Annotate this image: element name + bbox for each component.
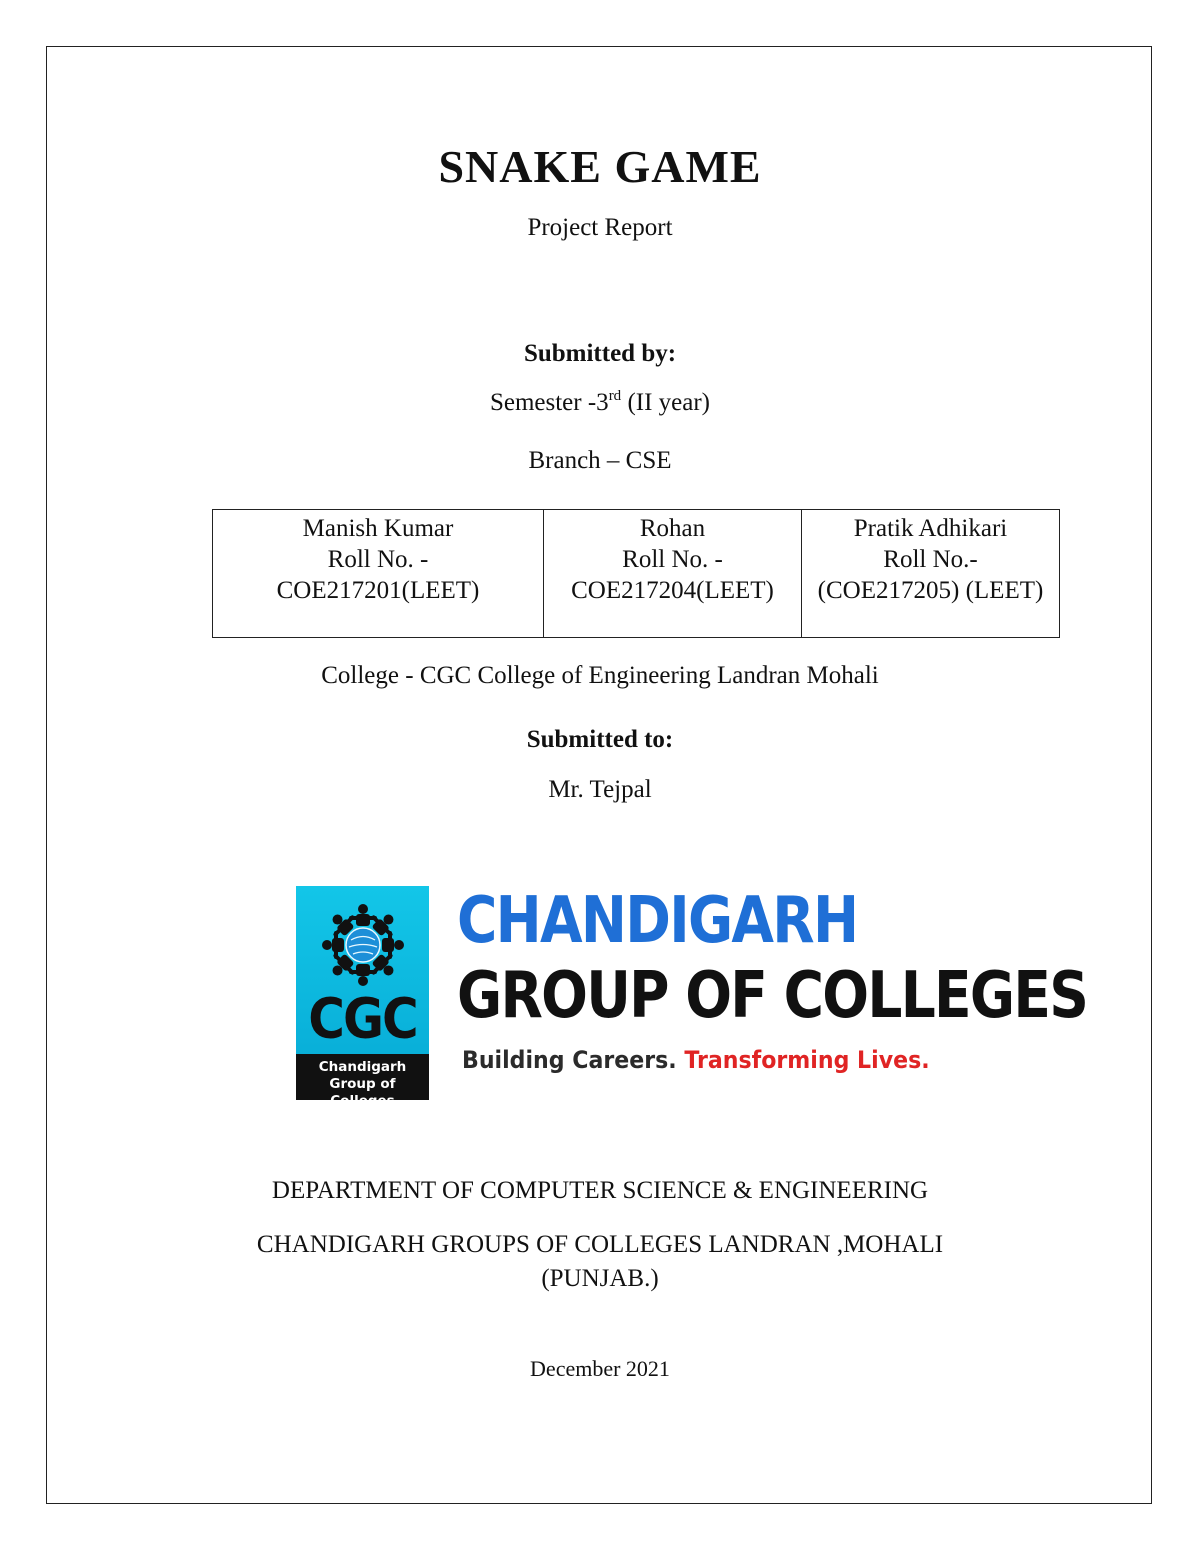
college-line: College - CGC College of Engineering Landran Mohali [321,662,879,689]
brand-wordmark-line-2: GROUP OF COLLEGES [457,959,1088,1033]
branch-line: Branch – CSE [528,447,672,474]
report-title: SNAKE GAME [438,141,762,192]
institution-line-1: CHANDIGARH GROUPS OF COLLEGES LANDRAN ,MOHALI [256,1231,944,1258]
submitted-to-heading: Submitted to: [526,726,674,753]
student-name: Rohan [639,515,706,542]
cgc-emblem-logo [296,886,429,1109]
roll-number: COE217201(LEET) [276,577,480,604]
brand-wordmark-line-1: CHANDIGARH [457,884,858,958]
semester-suffix: (II year) [621,389,711,416]
institution-line-2: (PUNJAB.) [541,1265,659,1292]
student-cell [213,510,544,638]
roll-label: Roll No.- [883,546,978,573]
mentor-name: Mr. Tejpal [548,776,652,803]
emblem-caption-line-2: Group of Colleges [329,1076,396,1109]
student-name: Manish Kumar [302,515,454,542]
roll-number: (COE217205) (LEET) [817,577,1044,604]
report-subtitle: Project Report [527,214,673,241]
semester-prefix: Semester -3 [489,389,609,416]
brand-tagline [462,1046,930,1074]
people-ring-icon [318,900,408,990]
report-date: December 2021 [530,1356,670,1381]
tagline-part-2: Transforming Lives. [684,1046,930,1074]
semester-line [0,389,1200,417]
roll-number: COE217204(LEET) [571,577,774,604]
submitted-by-heading: Submitted by: [523,340,677,367]
institution-block [0,1228,1200,1296]
roll-label: Roll No. - [327,546,429,573]
emblem-letters: CGC [308,987,417,1051]
student-cell [544,510,802,638]
students-table [212,509,1060,638]
emblem-caption-line-1: Chandigarh [318,1059,407,1075]
department-line: DEPARTMENT OF COMPUTER SCIENCE & ENGINEERING [271,1177,929,1204]
roll-label: Roll No. - [622,546,723,573]
student-name: Pratik Adhikari [853,515,1008,542]
tagline-part-1: Building Careers. [462,1046,677,1074]
emblem-caption [296,1054,429,1109]
table-row [213,510,1060,638]
student-cell [802,510,1060,638]
semester-ordinal: rd [608,388,622,404]
